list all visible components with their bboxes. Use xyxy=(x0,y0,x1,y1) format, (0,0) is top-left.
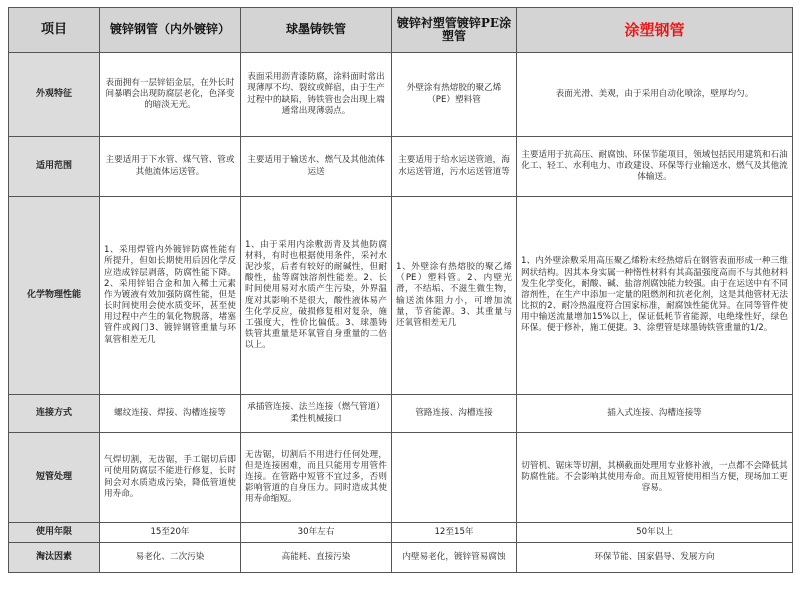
table-cell: 表面光滑、美观，由于采用自动化喷涂，壁厚均匀。 xyxy=(517,53,793,137)
header-item: 项目 xyxy=(9,8,100,53)
table-cell: 承插管连接、法兰连接（燃气管道）柔性机械接口 xyxy=(241,395,392,433)
table-cell: 1、采用焊管内外镀锌防腐性能有所提升，但如长期使用后因化学反应造成锌层剥落，防腐性能下降。2、采用锌铝合金和加入稀土元素作为镀液有效加强防腐性能，但是长时间使用会使水质变坏，甚至使用过程中产生的氧化物脱落，堵塞管件或阀门3、镀锌钢管重量与环氧管相差无几 xyxy=(100,197,241,395)
table-row xyxy=(9,523,793,543)
table-cell: 1、内外壁涂敷采用高压聚乙烯粉末经热熔后在钢管表面形成一种三维网状结构。因其本身实属一种惰性材料有其高温强度高而不与其他材料发生化学变化，耐酸、碱、盐溶剂腐蚀能力较强。由于在运送中有不同溶剂性，在生产中添加一定量的阻燃剂和抗老化剂，这是其他管材无法比拟的2、耐冷热温度符合国家标准，耐腐蚀性能优异。在同等管件使用中输送流量增加15%以上，保证低耗节省能源，电绝缘性好，绿色环保。便于修补，施工便捷。3、涂塑管是球墨铸铁管重量的1/2。 xyxy=(517,197,793,395)
table-cell: 管路连接、沟槽连接 xyxy=(392,395,517,433)
table-cell: 气焊切割，无齿锯，手工锯切后即可使用防腐层不能进行修复，长时间会对水质造成污染，降低管道使用寿命。 xyxy=(100,433,241,523)
header-ductile-iron-pipe: 球墨铸铁管 xyxy=(241,8,392,53)
header-galvanized-pipe: 镀锌钢管（内外镀锌） xyxy=(100,8,241,53)
table-cell: 15至20年 xyxy=(100,523,241,543)
table-cell: 主要适用于抗高压、耐腐蚀、环保节能项目，领域包括民用建筑和石油化工、轻工、水利电力、市政建设、环保等行业输送水、燃气及其他流体输送。 xyxy=(517,137,793,197)
table-row xyxy=(9,433,793,523)
table-header-row xyxy=(9,8,793,53)
table-cell: 易老化、二次污染 xyxy=(100,543,241,573)
table-row xyxy=(9,137,793,197)
table-cell: 内壁易老化，镀锌管易腐蚀 xyxy=(392,543,517,573)
table-row xyxy=(9,197,793,395)
table-cell xyxy=(392,433,517,523)
table-cell: 表面拥有一层锌铝金层，在外长时间暴晒会出现防腐层老化，色泽变的暗淡无光。 xyxy=(100,53,241,137)
table-cell: 主要适用于给水运送管道，海水运送管道，污水运送管道等 xyxy=(392,137,517,197)
comparison-table-container xyxy=(8,7,792,573)
row-label: 化学物理性能 xyxy=(9,197,100,395)
table-cell: 无齿锯，切割后不用进行任何处理，但是连接困难，而且只能用专用管件连接。在管路中短管不宜过多，否则影响管道的自身压力。同时造成其使用寿命缩短。 xyxy=(241,433,392,523)
table-cell: 12至15年 xyxy=(392,523,517,543)
table-cell: 环保节能、国家倡导、发展方向 xyxy=(517,543,793,573)
table-cell: 30年左右 xyxy=(241,523,392,543)
table-cell: 主要适用于下水管、煤气管、管或其他流体运送管。 xyxy=(100,137,241,197)
table-cell: 主要适用于输送水、燃气及其他流体运送 xyxy=(241,137,392,197)
table-cell: 螺纹连接、焊接、沟槽连接等 xyxy=(100,395,241,433)
header-plastic-lined-pipe: 镀锌衬塑管镀锌PE涂塑管 xyxy=(392,8,517,53)
table-cell: 切管机、锯床等切割，其横截面处理用专业修补液，一点都不会降低其防腐性能。不会影响其使用寿命。而且短管使用相当方便，现场加工更容易。 xyxy=(517,433,793,523)
table-cell: 外壁涂有热熔胶的聚乙烯（PE）塑料管 xyxy=(392,53,517,137)
table-row xyxy=(9,543,793,573)
row-label: 短管处理 xyxy=(9,433,100,523)
table-row xyxy=(9,53,793,137)
row-label: 连接方式 xyxy=(9,395,100,433)
header-plastic-coated-steel-pipe: 涂塑钢管 xyxy=(517,8,793,53)
table-cell: 1、由于采用内涂敷沥青及其他防腐材料，有时也根据使用条件，采衬水泥沙浆，后者有较好的耐碱性，但耐酸性，盐等腐蚀溶剂性能差。2、长时间使用易对水质产生污染，外界温度对其影响不是很大，酸性液体易产生化学反应，破损修复相对复杂，施工强度大，性价比偏低。3、球墨铸铁管其重量是环氧管自身重量的二倍以上。 xyxy=(241,197,392,395)
row-label: 外观特征 xyxy=(9,53,100,137)
table-row xyxy=(9,395,793,433)
table-cell: 50年以上 xyxy=(517,523,793,543)
table-cell: 1、外壁涂有热熔胶的聚乙烯（PE）塑料管。2、内壁光滑，不结垢、不滋生微生物，输送流体阻力小，可增加流量，节省能源。3、其重量与还氧管相差无几 xyxy=(392,197,517,395)
table-cell: 高能耗、直接污染 xyxy=(241,543,392,573)
pipe-comparison-table xyxy=(8,7,793,573)
table-cell: 插入式连接、沟槽连接等 xyxy=(517,395,793,433)
row-label: 使用年限 xyxy=(9,523,100,543)
row-label: 淘汰因素 xyxy=(9,543,100,573)
row-label: 适用范围 xyxy=(9,137,100,197)
table-cell: 表面采用沥青漆防腐，涂料面时常出现薄厚不均、裂纹或鲜宿，由于生产过程中的缺陷，铸铁管也会出现上端通常出现薄弱点。 xyxy=(241,53,392,137)
